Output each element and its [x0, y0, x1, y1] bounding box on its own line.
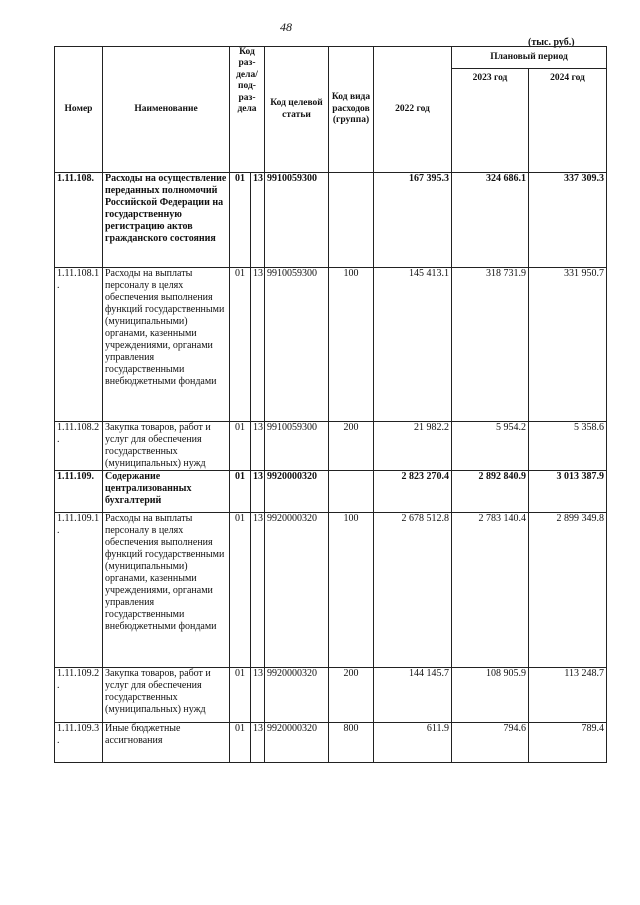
row-target: 9910059300: [265, 422, 329, 471]
row-value-2024: 331 950.7: [529, 268, 607, 422]
table-row: [55, 668, 607, 723]
row-target: 9920000320: [265, 513, 329, 668]
row-name: Иные бюджетные ассигнования: [103, 723, 230, 763]
row-expense-type: 200: [329, 668, 374, 723]
row-number: 1.11.109.: [55, 471, 103, 513]
row-value-2023: 318 731.9: [452, 268, 529, 422]
row-target: 9920000320: [265, 723, 329, 763]
row-value-2024: 5 358.6: [529, 422, 607, 471]
table-row: [55, 513, 607, 668]
row-value-2023: 324 686.1: [452, 173, 529, 268]
row-expense-type: [329, 471, 374, 513]
row-value-2023: 108 905.9: [452, 668, 529, 723]
row-section: 01: [230, 668, 251, 723]
row-name: Закупка товаров, работ и услуг для обеспечения государственных (муниципальных) нужд: [103, 668, 230, 723]
row-name: Расходы на выплаты персоналу в целях обеспечения выполнения функций государственными (муниципальными) органами, казенными учреждениями, органами управления государственными внебюджетными фондами: [103, 513, 230, 668]
row-expense-type: 200: [329, 422, 374, 471]
row-subsection: 13: [251, 471, 265, 513]
row-value-2022: 167 395.3: [374, 173, 452, 268]
row-expense-type: [329, 173, 374, 268]
table-row: [55, 422, 607, 471]
row-expense-type: 800: [329, 723, 374, 763]
row-section: 01: [230, 723, 251, 763]
header-name: Наименование: [103, 47, 230, 173]
row-number: 1.11.108.2.: [55, 422, 103, 471]
row-expense-type: 100: [329, 513, 374, 668]
units-label: (тыс. руб.): [528, 37, 575, 48]
row-subsection: 13: [251, 723, 265, 763]
row-name: Расходы на выплаты персоналу в целях обеспечения выполнения функций государственными (муниципальными) органами, казенными учреждениями, органами управления государственными внебюджетными фондами: [103, 268, 230, 422]
row-subsection: 13: [251, 268, 265, 422]
row-number: 1.11.108.1.: [55, 268, 103, 422]
row-section: 01: [230, 173, 251, 268]
header-planning-period: Плановый период: [452, 47, 607, 69]
header-2022: 2022 год: [374, 47, 452, 173]
row-value-2022: 21 982.2: [374, 422, 452, 471]
row-value-2023: 2 892 840.9: [452, 471, 529, 513]
row-value-2024: 2 899 349.8: [529, 513, 607, 668]
row-target: 9910059300: [265, 173, 329, 268]
row-name: Содержание централизованных бухгалтерий: [103, 471, 230, 513]
row-value-2023: 5 954.2: [452, 422, 529, 471]
row-value-2022: 145 413.1: [374, 268, 452, 422]
row-number: 1.11.109.2.: [55, 668, 103, 723]
table-row: [55, 471, 607, 513]
header-2024: 2024 год: [529, 69, 607, 173]
row-subsection: 13: [251, 668, 265, 723]
row-value-2022: 144 145.7: [374, 668, 452, 723]
row-value-2024: 789.4: [529, 723, 607, 763]
row-value-2022: 2 678 512.8: [374, 513, 452, 668]
row-value-2024: 113 248.7: [529, 668, 607, 723]
header-section: Код раз-дела/ под-раз-дела: [230, 47, 265, 173]
row-value-2022: 2 823 270.4: [374, 471, 452, 513]
row-number: 1.11.108.: [55, 173, 103, 268]
row-expense-type: 100: [329, 268, 374, 422]
row-subsection: 13: [251, 422, 265, 471]
row-section: 01: [230, 268, 251, 422]
row-value-2023: 2 783 140.4: [452, 513, 529, 668]
row-target: 9920000320: [265, 668, 329, 723]
row-name: Закупка товаров, работ и услуг для обеспечения государственных (муниципальных) нужд: [103, 422, 230, 471]
header-target: Код целевой статьи: [265, 47, 329, 173]
row-number: 1.11.109.3.: [55, 723, 103, 763]
row-value-2022: 611.9: [374, 723, 452, 763]
row-name: Расходы на осуществление переданных полномочий Российской Федерации на государственную регистрацию актов гражданского состояния: [103, 173, 230, 268]
row-target: 9910059300: [265, 268, 329, 422]
row-subsection: 13: [251, 173, 265, 268]
row-number: 1.11.109.1.: [55, 513, 103, 668]
page-number: 48: [280, 20, 292, 34]
header-2023: 2023 год: [452, 69, 529, 173]
row-section: 01: [230, 471, 251, 513]
budget-table: [54, 46, 607, 763]
row-subsection: 13: [251, 513, 265, 668]
header-number: Номер: [55, 47, 103, 173]
row-value-2024: 3 013 387.9: [529, 471, 607, 513]
row-target: 9920000320: [265, 471, 329, 513]
header-expense-type: Код вида расходов (группа): [329, 47, 374, 173]
row-section: 01: [230, 513, 251, 668]
row-value-2024: 337 309.3: [529, 173, 607, 268]
table-row: [55, 173, 607, 268]
row-section: 01: [230, 422, 251, 471]
table-row: [55, 268, 607, 422]
table-row: [55, 723, 607, 763]
row-value-2023: 794.6: [452, 723, 529, 763]
